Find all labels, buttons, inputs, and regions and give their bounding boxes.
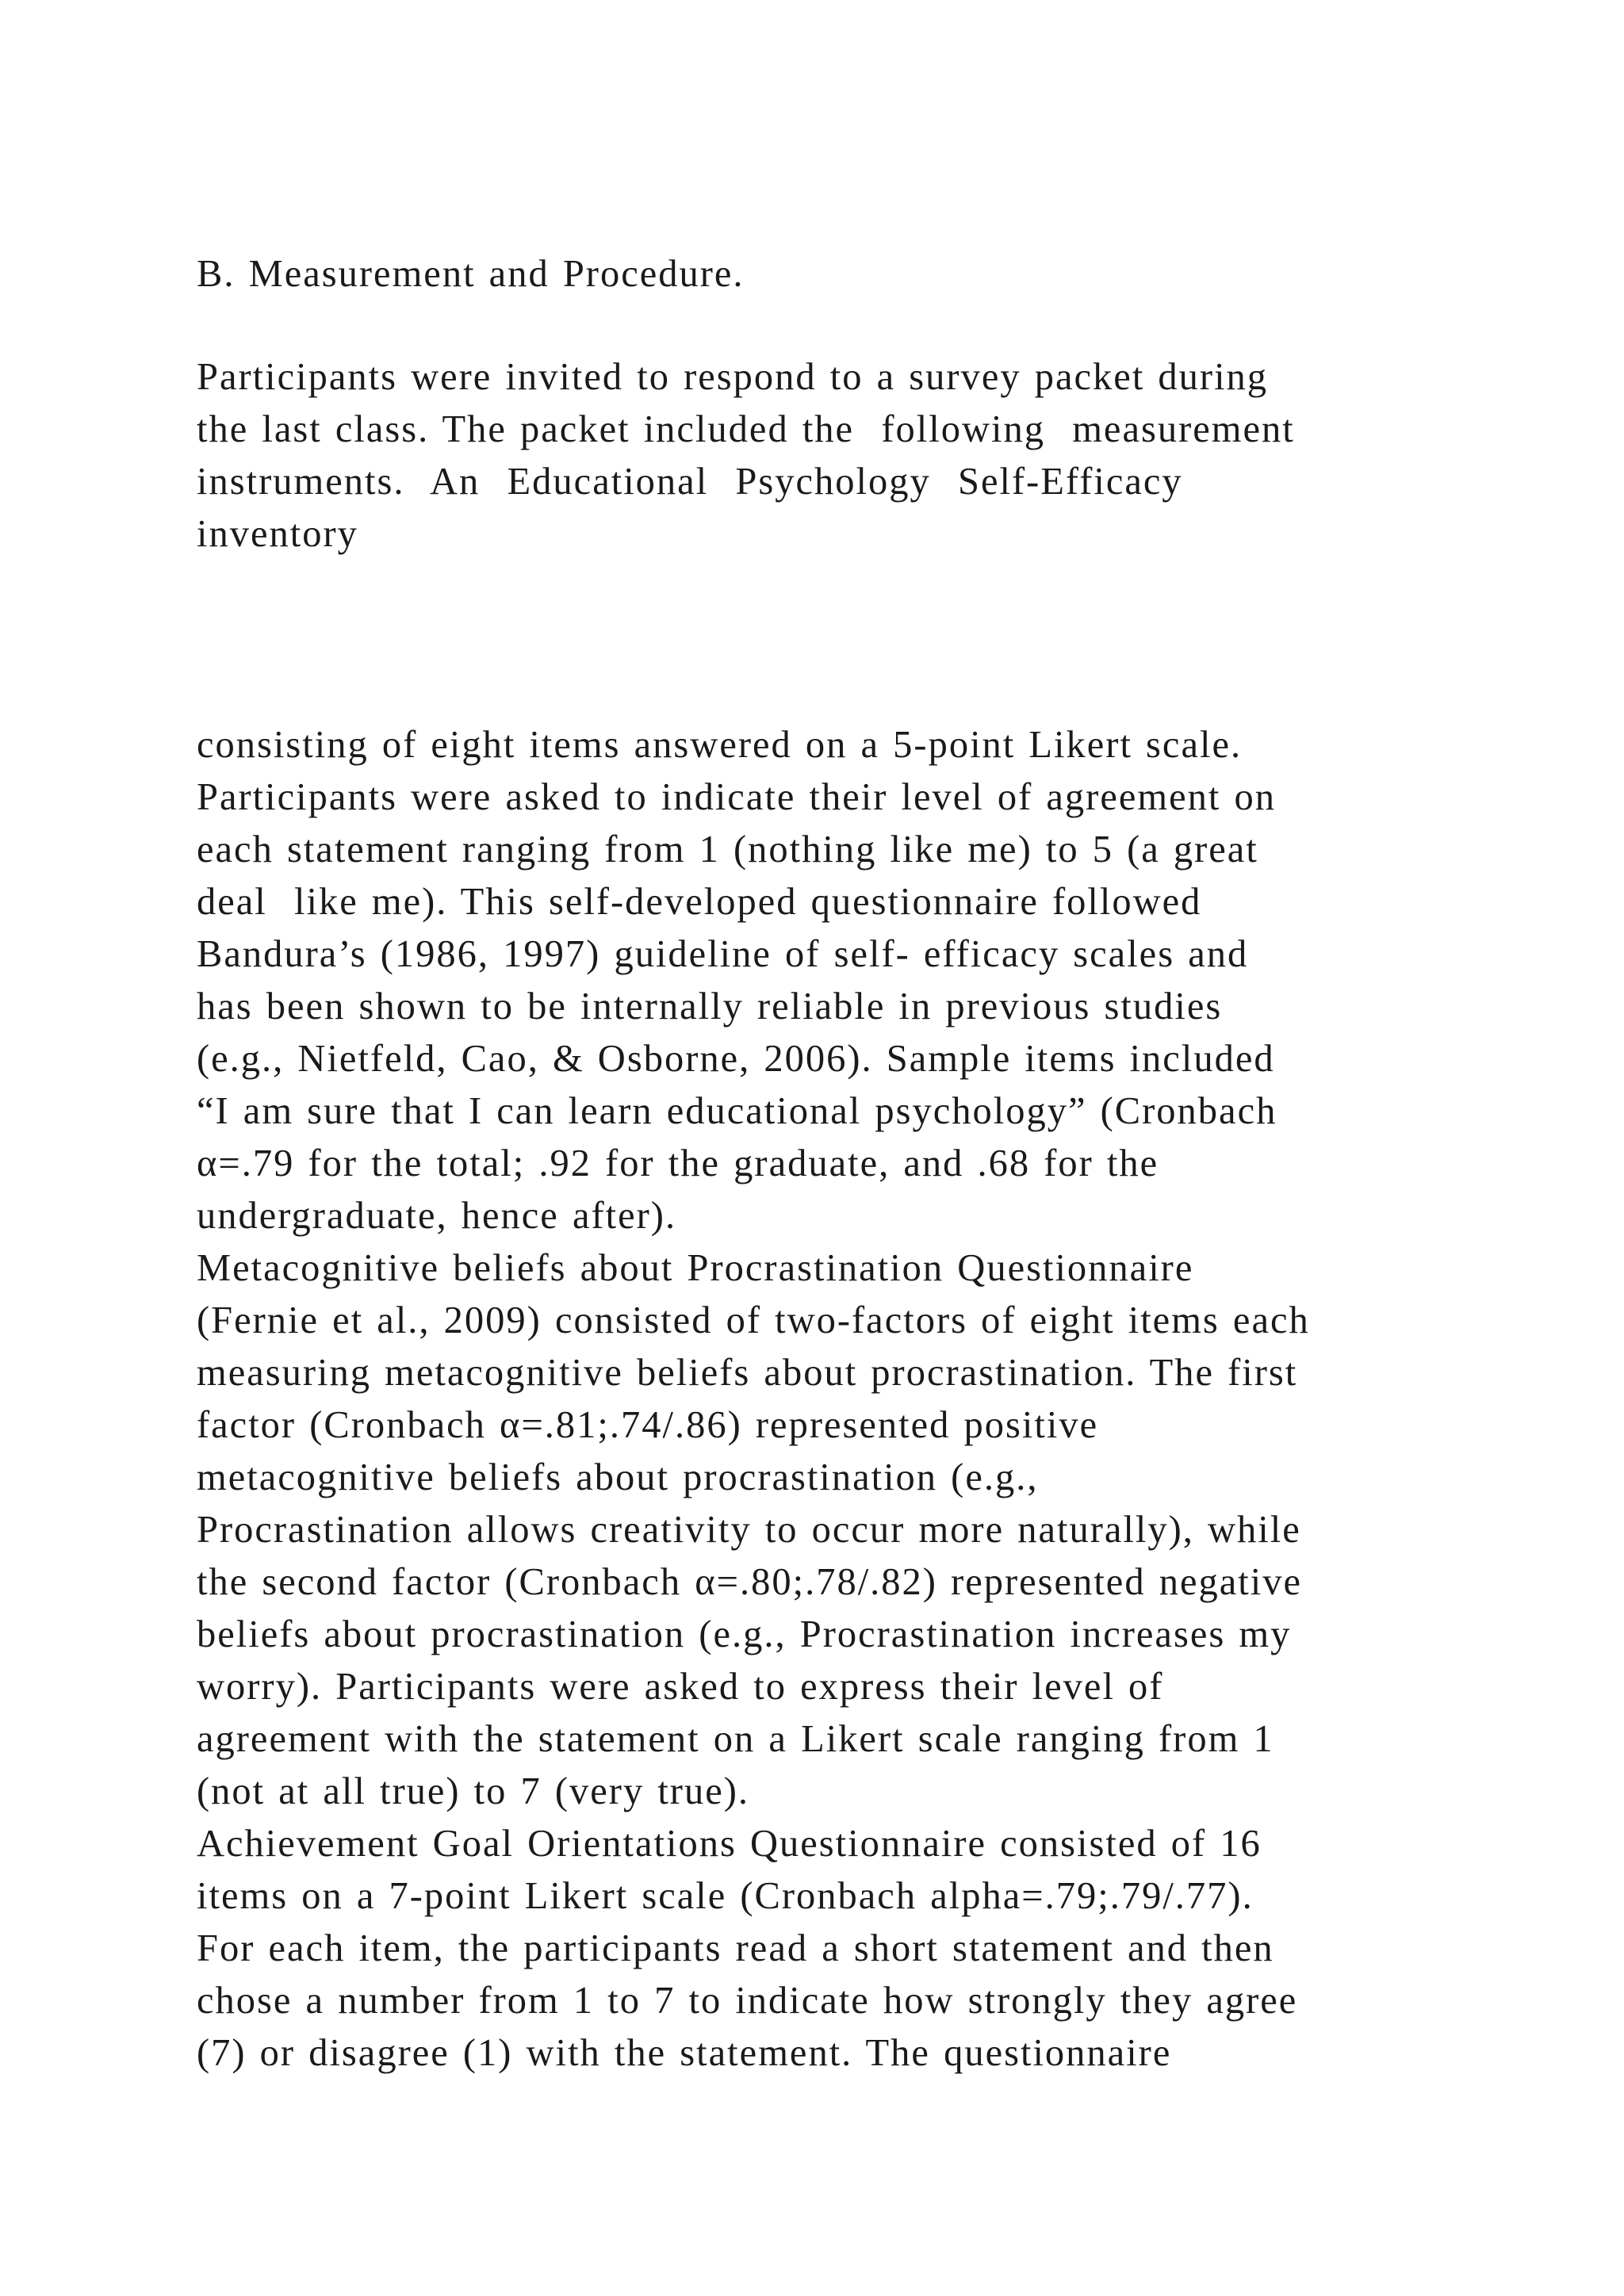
text-line: instruments. An Educational Psychology Self-Efficacy [197, 461, 1183, 503]
text-line: inventory [197, 513, 358, 555]
text-line: metacognitive beliefs about procrastination (e.g., [197, 1456, 1039, 1498]
text-line: Bandura’s (1986, 1997) guideline of self- efficacy scales and [197, 933, 1249, 975]
text-line: α=.79 for the total; .92 for the graduate, and .68 for the [197, 1142, 1159, 1184]
text-line: the second factor (Cronbach α=.80;.78/.82) represented negative [197, 1561, 1302, 1603]
text-line: worry). Participants were asked to express their level of [197, 1666, 1164, 1708]
text-line: chose a number from 1 to 7 to indicate how strongly they agree [197, 1980, 1298, 2022]
text-line: beliefs about procrastination (e.g., Procrastination increases my [197, 1613, 1292, 1655]
section-heading: B. Measurement and Procedure. [197, 253, 745, 295]
text-line: consisting of eight items answered on a 5-point Likert scale. [197, 724, 1243, 766]
text-line: items on a 7-point Likert scale (Cronbach alpha=.79;.79/.77). [197, 1875, 1254, 1917]
text-line: (Fernie et al., 2009) consisted of two-factors of eight items each [197, 1299, 1310, 1341]
text-line: has been shown to be internally reliable in previous studies [197, 985, 1223, 1027]
text-line: each statement ranging from 1 (nothing like me) to 5 (a great [197, 828, 1258, 871]
text-line: Participants were invited to respond to a survey packet during [197, 356, 1269, 398]
text-line: agreement with the statement on a Likert scale ranging from 1 [197, 1718, 1274, 1760]
text-line: factor (Cronbach α=.81;.74/.86) represented positive [197, 1404, 1099, 1446]
text-line: measuring metacognitive beliefs about procrastination. The first [197, 1352, 1298, 1394]
text-line: undergraduate, hence after). [197, 1195, 677, 1237]
text-line: (e.g., Nietfeld, Cao, & Osborne, 2006). Sample items included [197, 1038, 1275, 1080]
text-line: the last class. The packet included the following measurement [197, 408, 1295, 450]
text-line: Participants were asked to indicate their level of agreement on [197, 776, 1276, 818]
text-line: Metacognitive beliefs about Procrastination Questionnaire [197, 1247, 1194, 1289]
text-line: Procrastination allows creativity to occur more naturally), while [197, 1509, 1301, 1551]
text-line: Achievement Goal Orientations Questionnaire consisted of 16 [197, 1823, 1262, 1865]
text-line: deal like me). This self-developed questionnaire followed [197, 881, 1202, 923]
text-line: For each item, the participants read a short statement and then [197, 1927, 1274, 1969]
text-line: (not at all true) to 7 (very true). [197, 1770, 750, 1812]
text-line: (7) or disagree (1) with the statement. The questionnaire [197, 2032, 1172, 2074]
text-line: “I am sure that I can learn educational psychology” (Cronbach [197, 1090, 1277, 1132]
